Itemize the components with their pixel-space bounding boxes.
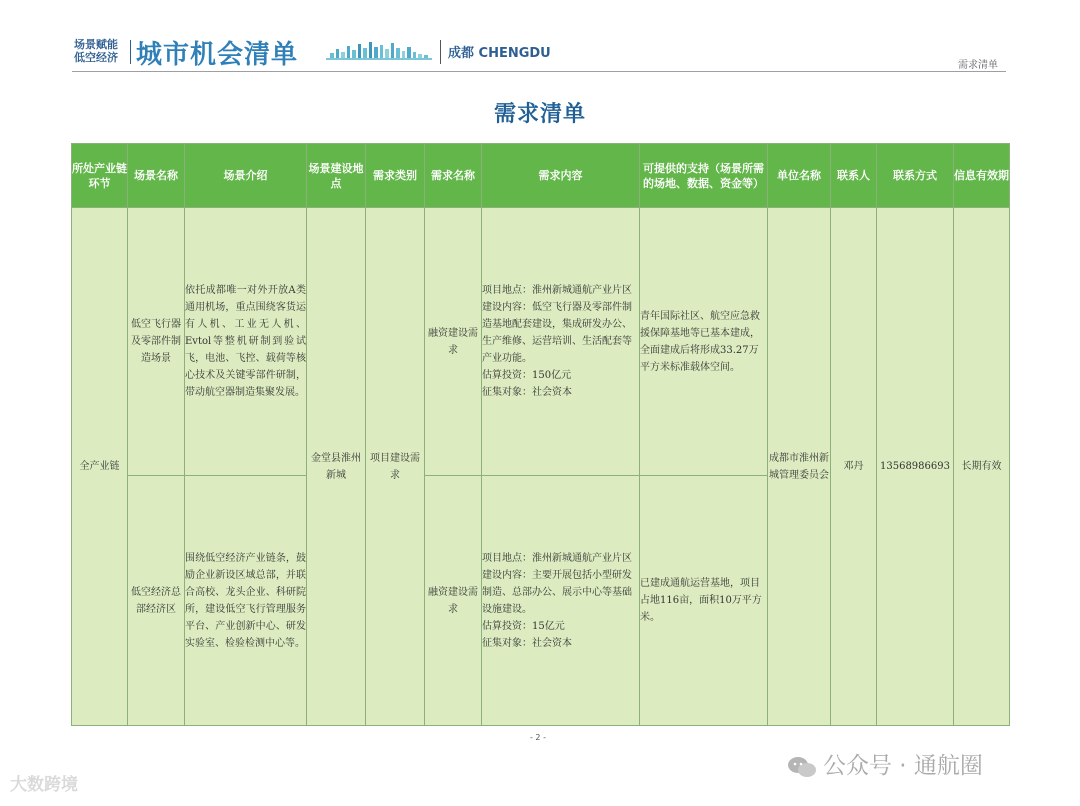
header-category: 需求类别 [366, 144, 425, 208]
city-label: 成都 CHENGDU [448, 46, 551, 61]
cell-scene-intro: 依托成都唯一对外开放A类通用机场，重点围绕客货运有人机、工业无人机、Evtol等整机研制到验试飞，电池、飞控、载荷等核心技术及关键零部件研制，带动航空器制造集聚发展。 [185, 208, 307, 476]
table-header-row [72, 144, 1010, 208]
content-target: 征集对象：社会资本 [482, 387, 572, 398]
cell-scene-name: 低空飞行器及零部件制造场景 [128, 208, 185, 476]
wechat-icon [787, 755, 817, 779]
header-support: 可提供的支持（场景所需的场地、数据、资金等） [640, 144, 768, 208]
header-unit: 单位名称 [768, 144, 831, 208]
content-location: 项目地点：淮州新城通航产业片区 [482, 552, 632, 564]
cell-scene-name: 低空经济总部经济区 [128, 476, 185, 726]
city-divider [440, 40, 441, 64]
watermark-left: 大数跨境 [10, 775, 78, 795]
header-location: 场景建设地点 [307, 144, 366, 208]
cell-category: 项目建设需求 [366, 208, 425, 726]
content-investment: 估算投资：150亿元 [482, 370, 572, 381]
header-content: 需求内容 [482, 144, 640, 208]
cell-contact: 邓丹 [831, 208, 877, 726]
content-target: 征集对象：社会资本 [482, 637, 572, 649]
cell-content [482, 208, 640, 476]
watermark-right [787, 747, 983, 780]
header-rule [72, 71, 1006, 72]
content-construction: 建设内容：低空飞行器及零部件制造基地配套建设，集成研发办公、生产维修、运营培训、生活配套等产业功能。 [482, 302, 632, 364]
content-location: 项目地点：淮州新城通航产业片区 [482, 285, 632, 296]
cell-scene-intro: 围绕低空经济产业链条，鼓励企业新设区域总部，并联合高校、龙头企业、科研院所，建设低空飞行管理服务平台、产业创新中心、研发实验室、检验检测中心等。 [185, 476, 307, 726]
page-number: - 2 - [530, 733, 546, 742]
demand-table [71, 143, 1010, 726]
logo-tagline-line2: 低空经济 [74, 51, 118, 64]
cell-phone: 13568986693 [877, 208, 954, 726]
header-scene-intro: 场景介绍 [185, 144, 307, 208]
logo-divider [130, 40, 131, 64]
content-investment: 估算投资：15亿元 [482, 620, 565, 632]
cell-content [482, 476, 640, 726]
cell-demand-name: 融资建设需求 [425, 208, 482, 476]
cell-support: 青年国际社区、航空应急救援保障基地等已基本建成，全面建成后将形成33.27万平方米标准载体空间。 [640, 208, 768, 476]
logo-title: 城市机会清单 [136, 40, 299, 70]
cell-location: 金堂县淮州新城 [307, 208, 366, 726]
header-phone: 联系方式 [877, 144, 954, 208]
header-scene-name: 场景名称 [128, 144, 185, 208]
cell-unit: 成都市淮州新城管理委员会 [768, 208, 831, 726]
logo-tagline [74, 38, 130, 64]
table-row [72, 208, 1010, 476]
section-label: 需求清单 [958, 60, 998, 71]
header-chain: 所处产业链环节 [72, 144, 128, 208]
cell-validity: 长期有效 [954, 208, 1010, 726]
page-title: 需求清单 [493, 102, 586, 127]
content-construction: 建设内容：主要开展包括小型研发制造、总部办公、展示中心等基础设施建设。 [482, 569, 632, 615]
watermark-right-text: 公众号 · 通航圈 [823, 753, 983, 779]
logo-tagline-line1: 场景赋能 [74, 38, 118, 51]
page-header [0, 0, 1080, 75]
header-contact: 联系人 [831, 144, 877, 208]
cell-chain: 全产业链 [72, 208, 128, 726]
header-demand-name: 需求名称 [425, 144, 482, 208]
cell-demand-name: 融资建设需求 [425, 476, 482, 726]
header-validity: 信息有效期 [954, 144, 1010, 208]
cell-support: 已建成通航运营基地，项目占地116亩，面积10万平方米。 [640, 476, 768, 726]
skyline-icon [326, 40, 432, 64]
